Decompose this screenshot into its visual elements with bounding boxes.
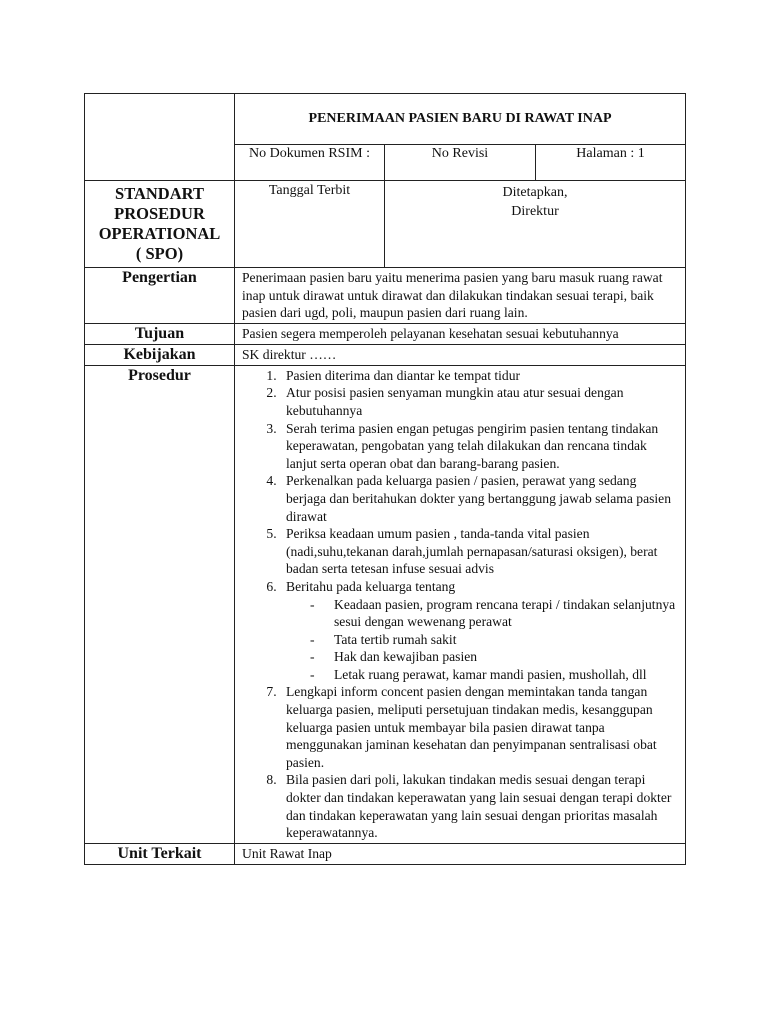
beritahu-list	[286, 596, 679, 684]
kebijakan-text: SK direktur ……	[235, 344, 686, 365]
direktur-text: Direktur	[511, 204, 559, 219]
prosedur-step: 8. Bila pasien dari poli, lakukan tindakan medis sesuai dengan terapi dokter dan tindakan keperawatan yang lain sesuai dengan terapi dokter dan tindakan keperawatan yang lain sesuai dengan prioritas masalah keperawatannya.	[280, 771, 679, 841]
beritahu-item: - Letak ruang perawat, kamar mandi pasien, mushollah, dll	[310, 666, 679, 684]
prosedur-step: 3. Serah terima pasien engan petugas pengirim pasien tentang tindakan keperawatan, pengobatan yang telah dilakukan dan rencana tindak lanjut serta operan obat dan barang-barang pasien.	[280, 420, 679, 473]
spo-line-1: STANDART	[115, 184, 204, 203]
logo-cell	[85, 94, 235, 181]
spo-line-3: OPERATIONAL	[98, 224, 221, 243]
beritahu-item: - Hak dan kewajiban pasien	[310, 648, 679, 666]
spo-line-4: ( SPO)	[135, 244, 184, 263]
prosedur-step: 1. Pasien diterima dan diantar ke tempat tidur	[280, 367, 679, 385]
prosedur-step: 7. Lengkapi inform concent pasien dengan memintakan tanda tangan keluarga pasien, meliputi persetujuan tindakan medis, kesanggupan keluarga pasien untuk membayar bila pasien dirawat tanpa menggunakan jaminan kesehatan dan penyimpanan sentralisasi obat pasien.	[280, 683, 679, 771]
spo-table	[84, 93, 686, 865]
beritahu-item: - Keadaan pasien, program rencana terapi / tindakan selanjutnya sesui dengan wewenang perawat	[310, 596, 679, 631]
beritahu-item: - Tata tertib rumah sakit	[310, 631, 679, 649]
spo-line-2: PROSEDUR	[114, 204, 205, 223]
prosedur-step: 4. Perkenalkan pada keluarga pasien / pasien, perawat yang sedang berjaga dan beritahukan dokter yang bertanggung jawab selama pasien dirawat	[280, 472, 679, 525]
prosedur-step: 2. Atur posisi pasien senyaman mungkin atau atur sesuai dengan kebutuhannya	[280, 384, 679, 419]
ditetapkan-cell	[385, 181, 686, 268]
prosedur-list	[235, 367, 679, 842]
pengertian-label: Pengertian	[85, 268, 235, 324]
unit-terkait-label: Unit Terkait	[85, 843, 235, 864]
prosedur-step-beritahu	[280, 578, 679, 684]
tanggal-terbit-cell: Tanggal Terbit	[235, 181, 385, 268]
halaman-cell: Halaman : 1	[536, 145, 686, 181]
pengertian-text: Penerimaan pasien baru yaitu menerima pasien yang baru masuk ruang rawat inap untuk dirawat untuk dirawat dan dilakukan tindakan sesuai terapi, baik pasien dari ugd, poli, maupun pasien dari ruang lain.	[235, 268, 686, 324]
prosedur-step-text: Beritahu pada keluarga tentang	[286, 578, 456, 594]
tujuan-text: Pasien segera memperoleh pelayanan kesehatan sesuai kebutuhannya	[235, 323, 686, 344]
ditetapkan-text: Ditetapkan,	[502, 185, 568, 200]
document-title: PENERIMAAN PASIEN BARU DI RAWAT INAP	[235, 94, 686, 145]
prosedur-label: Prosedur	[85, 365, 235, 843]
prosedur-step: 5. Periksa keadaan umum pasien , tanda-tanda vital pasien (nadi,suhu,tekanan darah,jumlah pernapasan/saturasi oksigen), berat badan serta tetesan infuse sesuai advis	[280, 525, 679, 578]
kebijakan-label: Kebijakan	[85, 344, 235, 365]
prosedur-content	[235, 365, 686, 843]
no-revisi-cell: No Revisi	[385, 145, 536, 181]
spo-label-cell	[85, 181, 235, 268]
unit-terkait-text: Unit Rawat Inap	[235, 843, 686, 864]
tujuan-label: Tujuan	[85, 323, 235, 344]
no-dokumen-cell: No Dokumen RSIM :	[235, 145, 385, 181]
